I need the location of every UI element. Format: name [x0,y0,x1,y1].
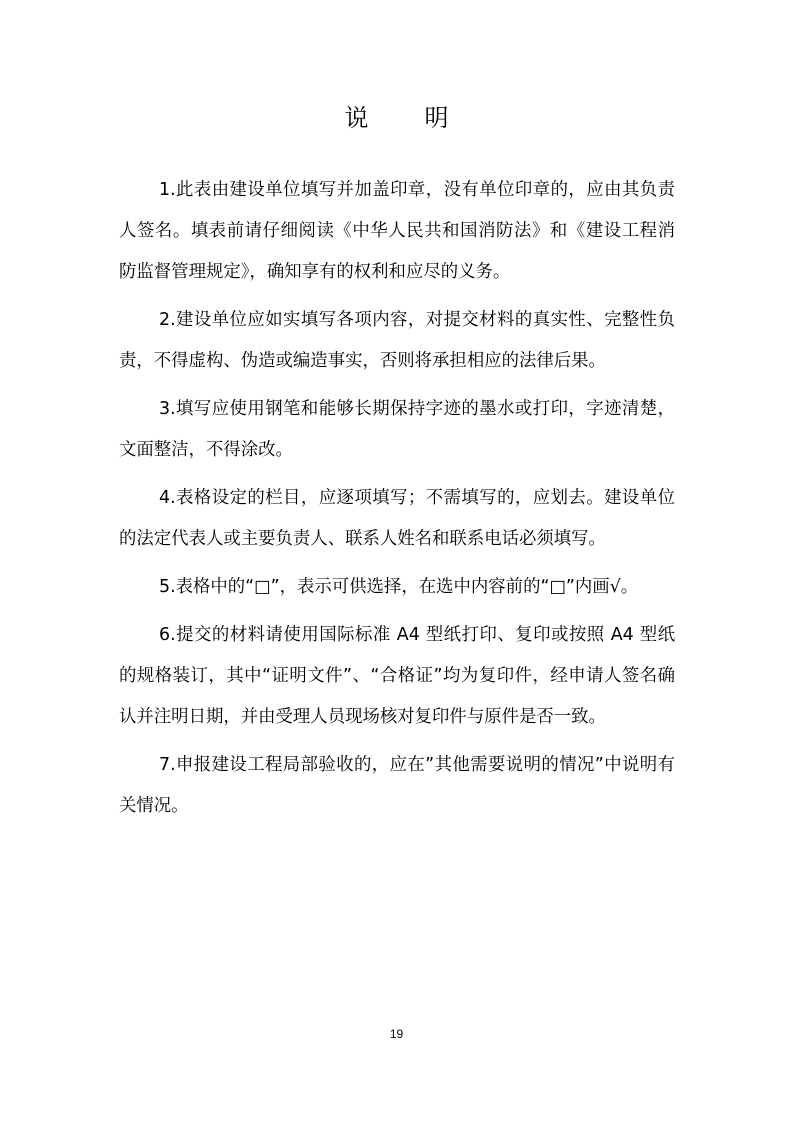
instruction-paragraph-7: 7.申报建设工程局部验收的，应在”其他需要说明的情况”中说明有关情况。 [119,755,675,816]
instruction-paragraph-3: 3.填写应使用钢笔和能够长期保持字迹的墨水或打印，字迹清楚，文面整洁，不得涂改。 [119,399,675,460]
instruction-paragraph-4: 4.表格设定的栏目，应逐项填写；不需填写的，应划去。建设单位的法定代表人或主要负责人、联系人姓名和联系电话必须填写。 [119,488,675,549]
page-title [0,100,793,136]
page-number: 19 [389,1027,404,1041]
page-title-char-2: 明 [424,104,449,132]
instruction-paragraph-1: 1.此表由建设单位填写并加盖印章，没有单位印章的，应由其负责人签名。填表前请仔细阅读《中华人民共和国消防法》和《建设工程消防监督管理规定》，确知享有的权利和应尽的义务。 [119,180,675,282]
instruction-paragraph-5: 5.表格中的“□”，表示可供选择，在选中内容前的“□”内画√。 [159,577,639,597]
page-title-char-1: 说 [344,104,369,132]
instruction-paragraph-6: 6.提交的材料请使用国际标准 A4 型纸打印、复印或按照 A4 型纸的规格装订，其中“证明文件”、“合格证”均为复印件，经申请人签名确认并注明日期，并由受理人员现场核对复印件与原件是否一致。 [119,625,675,727]
instruction-paragraph-2: 2.建设单位应如实填写各项内容，对提交材料的真实性、完整性负责，不得虚构、伪造或编造事实，否则将承担相应的法律后果。 [119,310,675,371]
instructions-body [119,170,675,834]
